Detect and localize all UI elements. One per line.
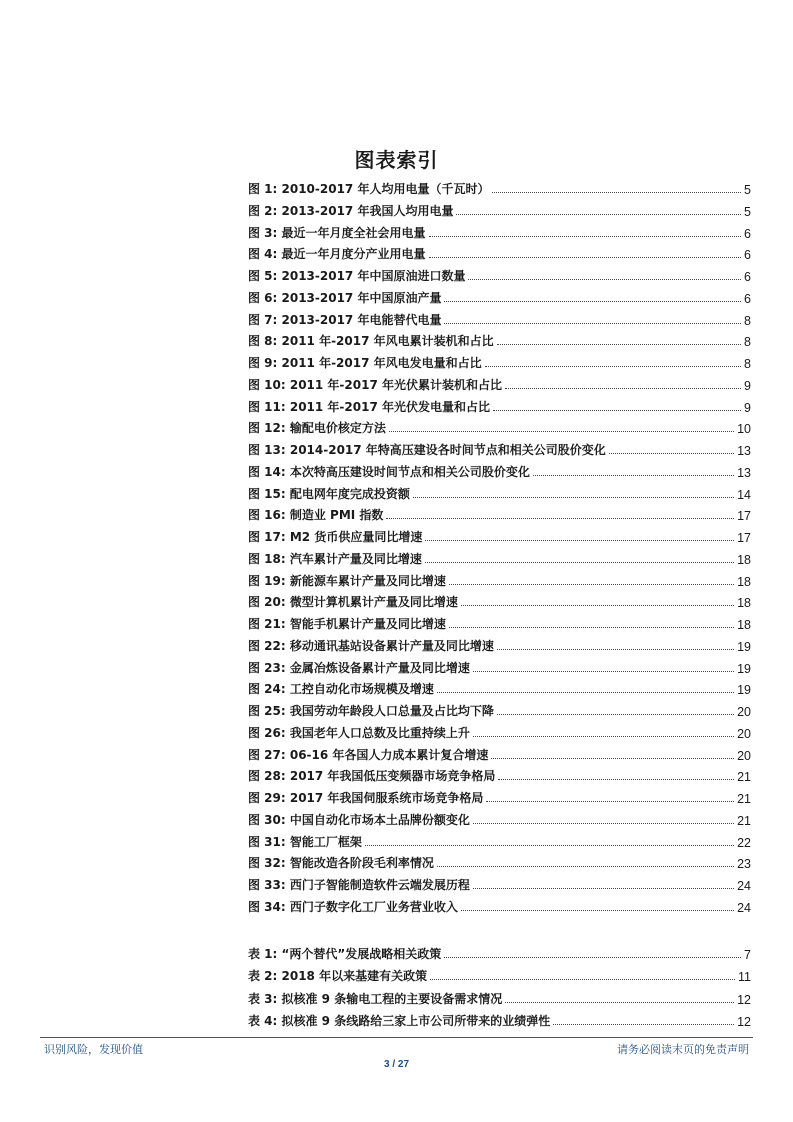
figure-index-entry-page-number: 14 — [737, 487, 751, 502]
dot-leader — [430, 979, 735, 980]
dot-leader — [498, 779, 734, 780]
figure-index-entry-page-number: 19 — [737, 661, 751, 676]
figure-index-entry[interactable] — [248, 701, 751, 719]
dot-leader — [429, 236, 742, 237]
dot-leader — [429, 257, 742, 258]
table-index-entry-label: 表 1: “两个替代”发展战略相关政策 — [248, 947, 442, 961]
dot-leader — [497, 344, 741, 345]
figure-index-entry[interactable] — [248, 505, 751, 523]
figure-index-entry-label: 图 17: M2 货币供应量同比增速 — [248, 530, 423, 544]
dot-leader — [505, 388, 741, 389]
figure-index-entry-label: 图 13: 2014-2017 年特高压建设各时间节点和相关公司股价变化 — [248, 443, 606, 457]
dot-leader — [473, 671, 734, 672]
figure-index-entry-label: 图 6: 2013-2017 年中国原油产量 — [248, 290, 442, 305]
figure-index-entry-page-number: 21 — [737, 770, 751, 785]
figure-index-entry-page-number: 18 — [737, 552, 751, 567]
figure-index-entry[interactable] — [248, 375, 751, 393]
figure-index-entry-label: 图 15: 配电网年度完成投资额 — [248, 486, 410, 501]
table-index-entry-page-number: 7 — [744, 948, 751, 962]
figure-index-entry-page-number: 20 — [737, 705, 751, 719]
figure-index-entry-page-number: 20 — [737, 748, 751, 763]
figure-index-entry-label: 图 4: 最近一年月度分产业用电量 — [248, 247, 426, 262]
figure-index-entry[interactable] — [248, 484, 751, 502]
dot-leader — [449, 627, 734, 628]
figure-index-entry-page-number: 22 — [737, 835, 751, 850]
figure-index-entry-label: 图 12: 输配电价核定方法 — [248, 421, 386, 436]
table-index-entry[interactable] — [248, 1011, 751, 1029]
figure-index-entry-page-number: 18 — [737, 618, 751, 632]
figure-index-entry-page-number: 24 — [737, 900, 751, 915]
figure-index-entry-page-number: 19 — [737, 639, 751, 654]
figure-index-entry-label: 图 23: 金属冶炼设备累计产量及同比增速 — [248, 660, 470, 675]
dot-leader — [461, 605, 734, 606]
dot-leader — [486, 801, 734, 802]
table-index-entry-page-number: 12 — [737, 992, 751, 1007]
figure-index-entry[interactable] — [248, 745, 751, 763]
figure-index-entry-page-number: 6 — [744, 291, 751, 306]
figure-index-entry[interactable] — [248, 201, 751, 219]
figure-index-entry-page-number: 8 — [744, 335, 751, 350]
figure-index-entry[interactable] — [248, 766, 751, 784]
figure-index-entry[interactable] — [248, 440, 751, 458]
figure-index-entry-label: 图 33: 西门子智能制造软件云端发展历程 — [248, 878, 470, 892]
figure-index-entry[interactable] — [248, 244, 751, 262]
table-index-entry-page-number: 12 — [737, 1014, 751, 1029]
figure-index-entry-page-number: 21 — [737, 792, 751, 806]
figure-index-entry-label: 图 31: 智能工厂框架 — [248, 834, 362, 849]
figure-index-entry[interactable] — [248, 832, 751, 850]
dot-leader — [444, 323, 741, 324]
dot-leader — [497, 714, 734, 715]
figure-index-entry-label: 图 19: 新能源车累计产量及同比增速 — [248, 573, 446, 588]
figure-index-entry-label: 图 24: 工控自动化市场规模及增速 — [248, 682, 434, 697]
figure-index-entry[interactable] — [248, 614, 751, 632]
figure-index-entry-label: 图 16: 制造业 PMI 指数 — [248, 508, 384, 523]
dot-leader — [389, 431, 734, 432]
figure-index-entry-label: 图 1: 2010-2017 年人均用电量（千瓦时） — [248, 182, 490, 196]
dot-leader — [473, 736, 734, 737]
table-index-entry-label: 表 4: 拟核准 9 条线路给三家上市公司所带来的业绩弹性 — [248, 1013, 551, 1028]
table-index-entry-page-number: 11 — [738, 970, 751, 985]
figure-index-entry-label: 图 30: 中国自动化市场本土品牌份额变化 — [248, 812, 470, 827]
figure-index-entry[interactable] — [248, 462, 751, 480]
figure-index-entry-page-number: 17 — [737, 509, 751, 524]
figure-index-entry-label: 图 34: 西门子数字化工厂业务营业收入 — [248, 899, 458, 914]
dot-leader — [609, 453, 734, 454]
figure-index-entry-page-number: 17 — [737, 531, 751, 545]
figure-index-entry-label: 图 3: 最近一年月度全社会用电量 — [248, 225, 426, 240]
figure-index-entry-label: 图 25: 我国劳动年龄段人口总量及占比均下降 — [248, 704, 494, 718]
figure-index-entry-label: 图 10: 2011 年-2017 年光伏累计装机和占比 — [248, 377, 502, 392]
dot-leader — [365, 845, 734, 846]
figure-index-entry-label: 图 22: 移动通讯基站设备累计产量及同比增速 — [248, 638, 494, 653]
footer-disclaimer-link[interactable]: 请务必阅读末页的免责声明 — [617, 1043, 749, 1056]
figure-index-entry-page-number: 6 — [744, 248, 751, 263]
figure-index-entry[interactable] — [248, 179, 751, 197]
figure-index-entry-label: 图 9: 2011 年-2017 年风电发电量和占比 — [248, 356, 482, 370]
figure-index-entry[interactable] — [248, 875, 751, 893]
dot-leader — [461, 910, 734, 911]
figure-index-entry-page-number: 6 — [744, 270, 751, 284]
figure-index-entry-label: 图 2: 2013-2017 年我国人均用电量 — [248, 203, 454, 218]
figure-index-entry-page-number: 5 — [744, 183, 751, 197]
dot-leader — [473, 823, 734, 824]
dot-leader — [456, 214, 741, 215]
figure-index-entry-page-number: 19 — [737, 683, 751, 698]
figure-index-entry-page-number: 6 — [744, 226, 751, 241]
table-index-entry-label: 表 2: 2018 年以来基建有关政策 — [248, 969, 428, 984]
figure-index-entry[interactable] — [248, 897, 751, 915]
figure-index-entry[interactable] — [248, 679, 751, 697]
figure-index-entry[interactable] — [248, 397, 751, 415]
dot-leader — [473, 888, 734, 889]
table-index-entry[interactable] — [248, 966, 751, 984]
figure-index-entry-label: 图 18: 汽车累计产量及同比增速 — [248, 551, 422, 566]
dot-leader — [449, 584, 734, 585]
figure-index-entry-label: 图 14: 本次特高压建设时间节点和相关公司股价变化 — [248, 464, 530, 479]
figure-index-entry[interactable] — [248, 266, 751, 284]
figure-index-entry-label: 图 27: 06-16 年各国人力成本累计复合增速 — [248, 747, 489, 762]
figure-index-entry[interactable] — [248, 527, 751, 545]
figure-index-entry[interactable] — [248, 549, 751, 567]
dot-leader — [444, 957, 741, 958]
dot-leader — [505, 1002, 734, 1003]
dot-leader — [492, 192, 741, 193]
figure-index-entry[interactable] — [248, 853, 751, 871]
dot-leader — [425, 562, 734, 563]
figure-index-entry[interactable] — [248, 658, 751, 676]
figure-index-entry[interactable] — [248, 723, 751, 741]
figure-index-entry-label: 图 7: 2013-2017 年电能替代电量 — [248, 312, 442, 327]
figure-index-entry-label: 图 26: 我国老年人口总数及比重持续上升 — [248, 725, 470, 740]
dot-leader — [553, 1024, 734, 1025]
figure-index-entry[interactable] — [248, 810, 751, 828]
figure-index-entry-page-number: 23 — [737, 857, 751, 872]
figure-index-entry[interactable] — [248, 223, 751, 241]
figure-index-entry-page-number: 9 — [744, 400, 751, 415]
figure-index-entry-label: 图 20: 微型计算机累计产量及同比增速 — [248, 595, 458, 610]
footer-divider — [40, 1037, 753, 1038]
dot-leader — [444, 301, 741, 302]
figure-index-entry[interactable] — [248, 310, 751, 328]
dot-leader — [437, 692, 734, 693]
figure-index-entry-label: 图 29: 2017 年我国伺服系统市场竞争格局 — [248, 791, 484, 805]
figure-index-entry-page-number: 8 — [744, 313, 751, 328]
page-title: 图表索引 — [354, 148, 439, 172]
dot-leader — [485, 366, 741, 367]
dot-leader — [491, 758, 734, 759]
table-index-entry-label: 表 3: 拟核准 9 条输电工程的主要设备需求情况 — [248, 991, 503, 1006]
figure-index-entry-page-number: 13 — [737, 465, 751, 480]
figure-index-entry-page-number: 13 — [737, 444, 751, 458]
figure-index-entry-label: 图 21: 智能手机累计产量及同比增速 — [248, 617, 446, 631]
figure-index-entry-page-number: 8 — [744, 357, 751, 371]
table-index-entry[interactable] — [248, 989, 751, 1007]
figure-index-entry-page-number: 5 — [744, 204, 751, 219]
dot-leader — [493, 410, 741, 411]
figure-index-entry-label: 图 5: 2013-2017 年中国原油进口数量 — [248, 269, 466, 283]
dot-leader — [497, 649, 734, 650]
figure-index-entry-page-number: 24 — [737, 879, 751, 893]
figure-index-entry-label: 图 8: 2011 年-2017 年风电累计装机和占比 — [248, 334, 494, 349]
figure-index-entry[interactable] — [248, 636, 751, 654]
figure-index-entry-page-number: 21 — [737, 813, 751, 828]
figure-index-entry-page-number: 18 — [737, 574, 751, 589]
table-index-entry[interactable] — [248, 944, 751, 962]
figure-index-entry[interactable] — [248, 592, 751, 610]
figure-index-entry-page-number: 20 — [737, 726, 751, 741]
dot-leader — [413, 497, 734, 498]
dot-leader — [468, 279, 741, 280]
figure-index-entry-label: 图 11: 2011 年-2017 年光伏发电量和占比 — [248, 399, 490, 414]
footer-slogan: 识别风险，发现价值 — [44, 1043, 143, 1056]
dot-leader — [386, 518, 734, 519]
figure-index-entry-page-number: 9 — [744, 378, 751, 393]
figure-index-entry[interactable] — [248, 571, 751, 589]
dot-leader — [437, 866, 734, 867]
figure-index-entry[interactable] — [248, 288, 751, 306]
figure-index-entry[interactable] — [248, 353, 751, 371]
figure-index-entry-page-number: 18 — [737, 596, 751, 611]
figure-index-entry[interactable] — [248, 331, 751, 349]
figure-index-entry-label: 图 32: 智能改造各阶段毛利率情况 — [248, 856, 434, 871]
page-number: 3 / 27 — [383, 1059, 410, 1070]
dot-leader — [425, 540, 734, 541]
figure-index-entry[interactable] — [248, 418, 751, 436]
figure-index-entry-label: 图 28: 2017 年我国低压变频器市场竞争格局 — [248, 769, 496, 784]
figure-index-entry[interactable] — [248, 788, 751, 806]
dot-leader — [533, 475, 734, 476]
figure-index-entry-page-number: 10 — [737, 422, 751, 437]
